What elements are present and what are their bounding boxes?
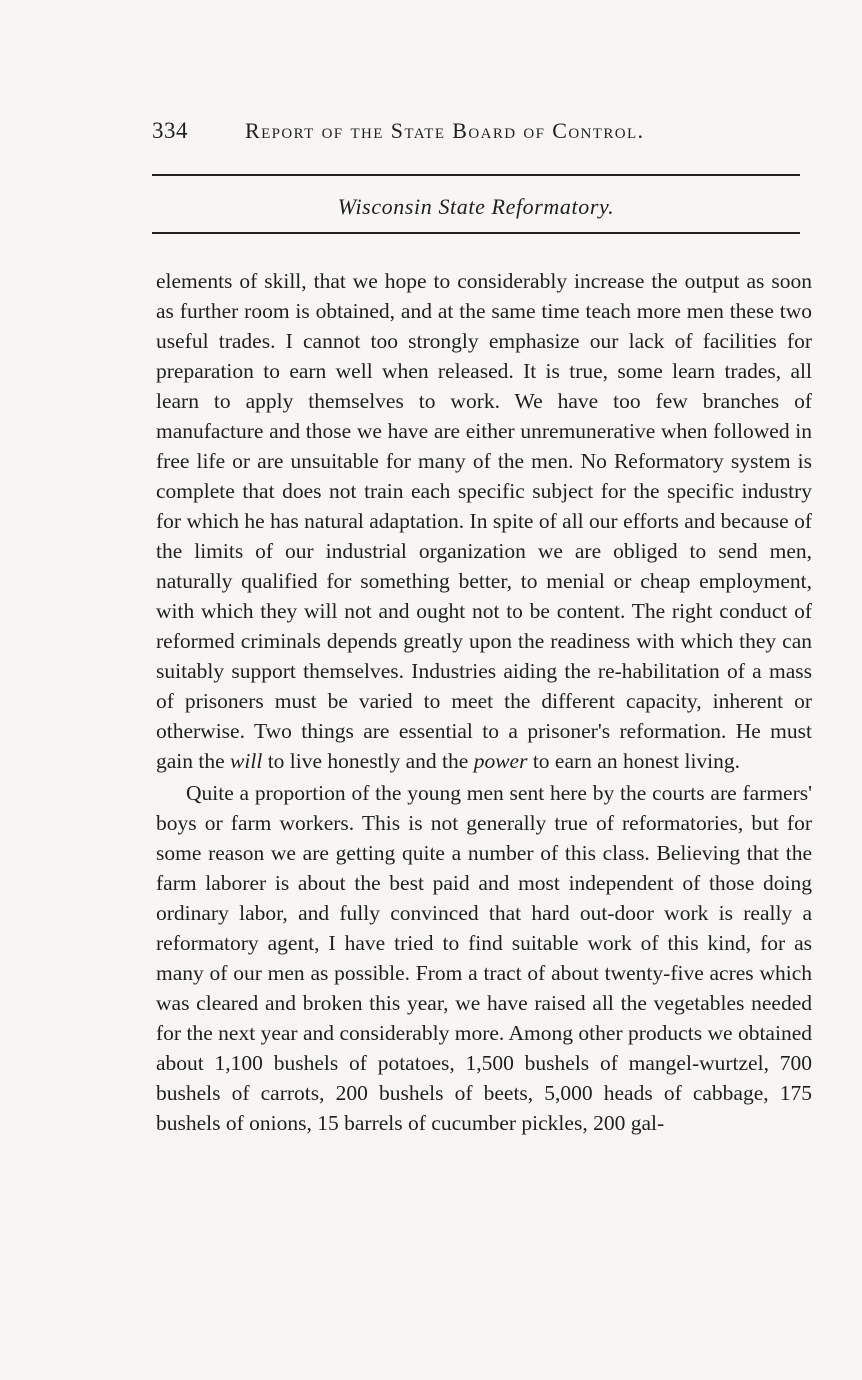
running-head: Report of the State Board of Control.	[245, 118, 645, 143]
header-rule-bottom	[152, 232, 800, 234]
body-text	[156, 266, 812, 1138]
paragraph-1	[156, 266, 812, 776]
paragraph-2: Quite a proportion of the young men sent here by the courts are farmers' boys or farm workers. This is not generally true of reformatories, but for some reason we are getting quite a number of this class. Believing that the farm laborer is about the best paid and most independent of those doing ordinary labor, and fully convinced that hard out-door work is really a reformatory agent, I have tried to find suitable work of this kind, for as many of our men as possible. From a tract of about twenty-five acres which was cleared and broken this year, we have raised all the vegetables needed for the next year and considerably more. Among other products we obtained about 1,100 bushels of potatoes, 1,500 bushels of mangel-wurtzel, 700 bushels of carrots, 200 bushels of beets, 5,000 heads of cabbage, 175 bushels of onions, 15 barrels of cucumber pickles, 200 gal-	[156, 781, 812, 1135]
page-number: 334	[152, 118, 188, 143]
paragraph-1-text-c: to earn an honest living.	[527, 749, 741, 773]
emphasis-will: will	[230, 749, 263, 773]
paragraph-1-text-a: elements of skill, that we hope to considerably increase the output as soon as further room is obtained, and at the same time teach more men these two useful trades. I cannot too strongly emphasize our lack of facilities for preparation to earn well when released. It is true, some learn trades, all learn to apply themselves to work. We have too few branches of manufacture and those we have are either unremunerative when followed in free life or are unsuitable for many of the men. No Reformatory system is complete that does not train each specific subject for the specific industry for which he has natural adaptation. In spite of all our efforts and because of the limits of our industrial organization we are obliged to send men, naturally qualified for something better, to menial or cheap employment, with which they will not and ought not to be content. The right conduct of reformed criminals depends greatly upon the readiness with which they can suitably support themselves. Industries aiding the re-habilitation of a mass of prisoners must be varied to meet the different capacity, inherent or otherwise. Two things are essential to a prisoner's reformation. He must gain the	[156, 269, 812, 773]
section-title: Wisconsin State Reformatory.	[337, 194, 615, 219]
paragraph-1-text-b: to live honestly and the	[262, 749, 474, 773]
emphasis-power: power	[473, 749, 528, 773]
header-rule-top	[152, 174, 800, 176]
